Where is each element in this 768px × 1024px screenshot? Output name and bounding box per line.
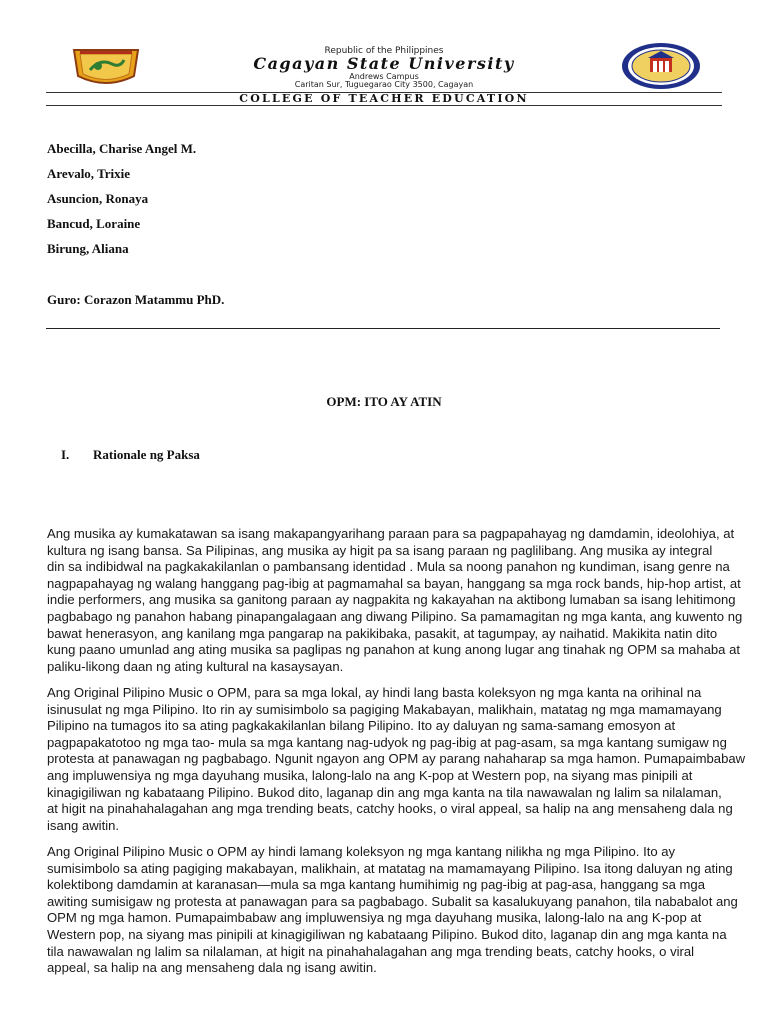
paragraph-line: awiting sumisigaw ng protesta at panawagan para sa pagbabago. Subalit sa kasalukuyang panahon, tila nababalot ang: [47, 893, 738, 909]
paragraph-line: Western pop, na siyang mas pinipili at kinagigiliwan ng kabataang Pilipino. Bukod dito, laganap din ang mga kanta na: [47, 926, 727, 942]
college-name: COLLEGE OF TEACHER EDUCATION: [239, 92, 529, 105]
paragraph-line: Ang Original Pilipino Music o OPM ay hindi lamang koleksyon ng mga kantang nilikha ng mga Pilipino. Ito ay: [47, 844, 676, 859]
paragraph-line: indie performers, ang musika sa ganitong paraan ay nagpakita ng kakayahan na aktibong lumaban sa isang lehitimong: [47, 592, 736, 608]
document-title: OPM: ITO AY ATIN: [326, 394, 442, 409]
paragraph-line: Ang Original Pilipino Music o OPM, para sa mga lokal, ay hindi lang basta koleksyon ng mga kanta na orihinal na: [47, 685, 702, 700]
university-name: Cagayan State University: [253, 54, 515, 73]
member-name: Asuncion, Ronaya: [47, 191, 149, 206]
section-number: I.: [61, 447, 70, 462]
paragraph-line: kung paano umunlad ang ating musika sa paglipas ng panahon at kung anong lugar ang tinahak ng OPM sa mahaba at: [47, 642, 741, 658]
paragraph-line: isang awitin.: [47, 817, 120, 833]
campus-label: Andrews Campus: [349, 72, 419, 81]
paragraph-line: kolektibong damdamin at karanasan—mula sa mga kantang humihimig ng pag-ibig at pag-asa, hanggang sa mga: [47, 877, 705, 893]
university-seal: [620, 42, 702, 90]
republic-label: Republic of the Philippines: [324, 46, 444, 56]
section-title: Rationale ng Paksa: [93, 447, 200, 462]
paragraph-line: kinagigiliwan ng kabataang Pilipino. Bukod dito, laganap din ang mga kanta na tila nawawalan ng lalim sa nilalaman,: [47, 784, 722, 800]
paragraph-line: tila nawawalan ng lalim sa nilalaman, at higit na pinahahalagahan ang mga trending beats, catchy hooks, o viral: [47, 943, 695, 959]
body-paragraph: [47, 844, 738, 977]
paragraph-line: Pilipino na tumagos ito sa ating pagkakakilanlan bilang Pilipino. Ito ay daluyan ng sama-samang emosyon at: [47, 718, 676, 734]
member-name: Abecilla, Charise Angel M.: [47, 141, 197, 156]
paragraph-line: ang impluwensiya ng mga dayuhang musika, lalong-lalo na ang K-pop at Western pop, na siyang mas pinipili at: [47, 767, 693, 783]
paragraph-line: OPM ng mga hamon. Pumapaimbabaw ang impluwensiya ng mga dayuhang musika, lalong-lalo na ang K-pop at: [47, 910, 702, 926]
paragraph-line: Ang musika ay kumakatawan sa isang makapangyarihang paraan para sa pagpapahayag ng damdamin, ideolohiya, at: [47, 526, 735, 541]
paragraph-line: nagpapahayag ng walang hanggang pag-ibig at pagmamahal sa bayan, hanggang sa mga rock bands, hip-hop artist, at: [47, 575, 741, 591]
paragraph-line: bawat henerasyon, ang kanilang mga pangarap na pakikibaka, pasakit, at tagumpay, ay naihatid. Makikita natin dito: [47, 625, 718, 641]
paragraph-line: kultura ng isang bansa. Sa Pilipinas, ang musika ay higit pa sa isang paraan ng paglilibang. Ang musika ay integral: [47, 542, 713, 558]
body-paragraph: [47, 685, 746, 834]
paragraph-line: appeal, sa halip na ang mensaheng dala ng isang awitin.: [47, 960, 377, 976]
paragraph-line: pagpapakatotoo ng mga tao- mula sa mga kantang nag-udyok ng pag-ibig at pag-asam, sa mga kantang sumigaw ng: [47, 734, 727, 750]
member-name: Arevalo, Trixie: [47, 166, 131, 181]
body-paragraph: [47, 526, 743, 675]
paragraph-line: sumisimbolo sa ating pagiging makabayan, malikhain, at matatag na mamamayang Pilipino. Isa itong daluyan ng ating: [47, 860, 733, 876]
member-name: Birung, Aliana: [47, 241, 129, 256]
paragraph-line: din sa indibidwal na pagkakakilanlan o pambansang identidad . Mula sa noong panahon ng kundiman, isang genre na: [47, 559, 730, 575]
paragraph-line: at higit na pinahahalagahan ang mga trending beats, catchy hooks, o viral appeal, sa halip na ang mensaheng dala ng: [47, 801, 733, 817]
paragraph-line: protesta at panawagan ng pagbabago. Ngunit ngayon ang OPM ay parang nahaharap sa mga hamon. Pumapaimbabaw: [47, 751, 746, 767]
address-label: Caritan Sur, Tuguegarao City 3500, Cagayan: [294, 80, 474, 89]
paragraph-line: isinusulat ng mga Pilipino. Ito rin ay sumisimbolo sa pagiging Makabayan, malikhain, matatag ng mga mamamayang: [47, 701, 722, 717]
header-bottom-rule: [46, 105, 722, 106]
teacher-name: Guro: Corazon Matammu PhD.: [47, 292, 225, 307]
separator-line: [46, 328, 720, 329]
member-name: Bancud, Loraine: [47, 216, 141, 231]
paragraph-line: pagbabago ng panahon habang pinapangalagaan ang diwang Pilipino. Sa pamamagitan ng mga kanta, ang kuwento ng: [47, 608, 743, 624]
paragraph-line: paliku-likong daan ng ating kultural na kasaysayan.: [47, 658, 344, 674]
